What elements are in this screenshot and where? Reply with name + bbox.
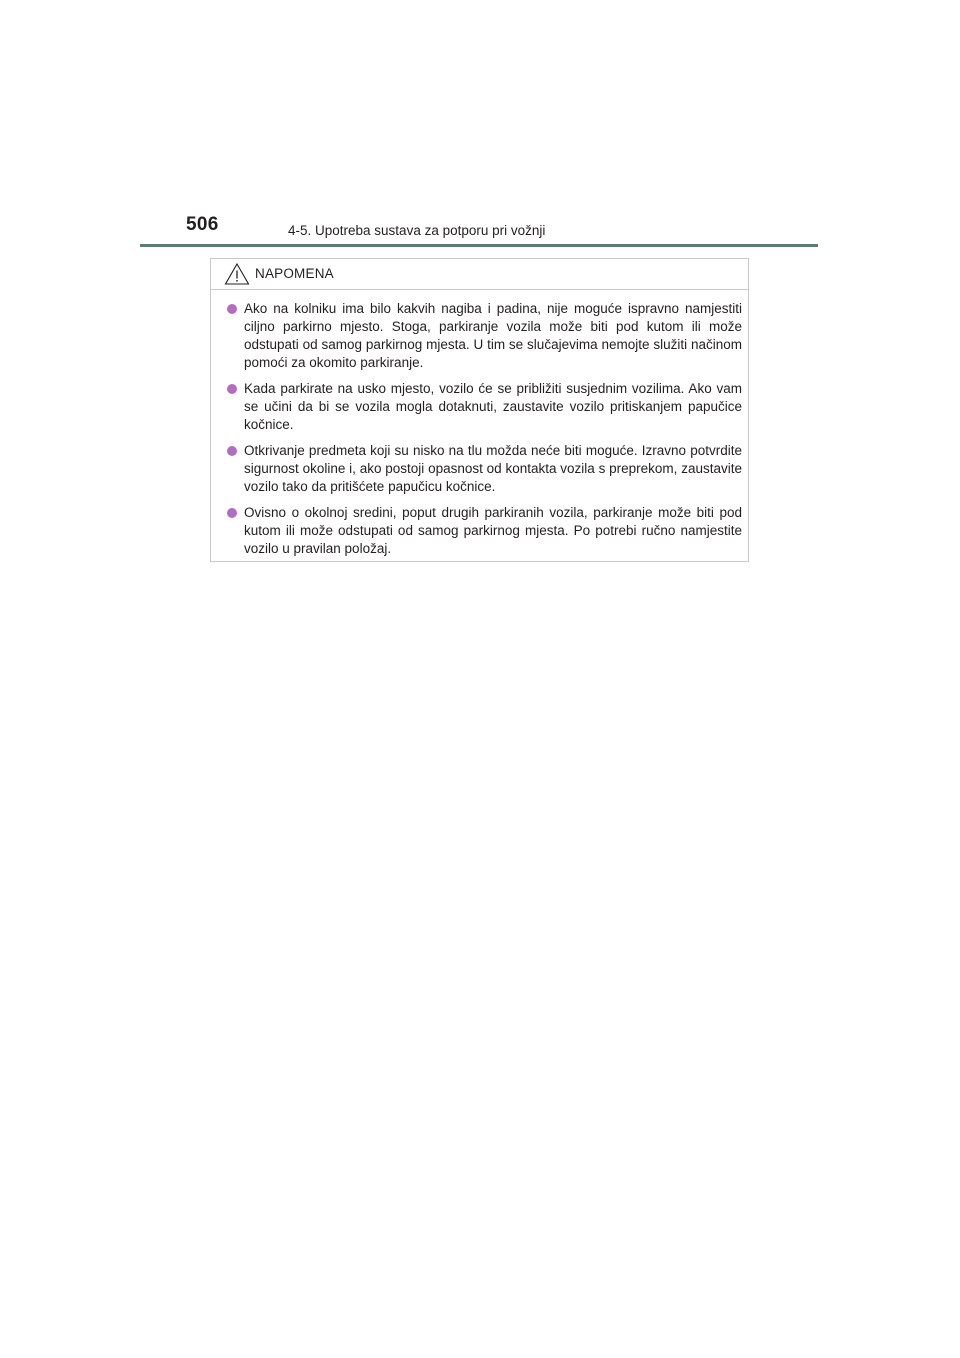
notice-text: Ako na kolniku ima bilo kakvih nagiba i padina, nije moguće ispravno namjestiti ciljno parkirno mjesto. Stoga, parkiranje vozila može biti pod kutom ili može odstupati od samog parkirnog mjesta. U tim se slučajevima nemojte služiti načinom pomoći za okomito parkiranje. [244,301,742,370]
notice-header [211,259,748,290]
notice-title: NAPOMENA [255,266,334,281]
notice-text: Ovisno o okolnoj sredini, poput drugih parkiranih vozila, parkiranje može biti pod kutom ili može odstupati od samog parkirnog mjesta. Po potrebi ručno namjestite vozilo u pravilan položaj. [244,505,742,556]
notice-text: Kada parkirate na usko mjesto, vozilo će se približiti susjednim vozilima. Ako vam se učini da bi se vozila mogla dotaknuti, zaustavite vozilo pritiskanjem papučice kočnice. [244,381,742,432]
notice-box [210,258,749,562]
page-header [186,214,826,244]
bullet-icon [227,304,237,314]
notice-list [227,300,742,566]
list-item [227,504,742,558]
list-item [227,442,742,496]
header-divider [140,244,818,247]
warning-triangle-icon [224,262,250,286]
bullet-icon [227,384,237,394]
list-item [227,300,742,372]
section-title: 4-5. Upotreba sustava za potporu pri vožnji [288,223,546,238]
bullet-icon [227,508,237,518]
list-item [227,380,742,434]
page-number: 506 [186,214,219,235]
bullet-icon [227,446,237,456]
notice-text: Otkrivanje predmeta koji su nisko na tlu možda neće biti moguće. Izravno potvrdite sigurnost okoline i, ako postoji opasnost od kontakta vozila s preprekom, zaustavite vozilo tako da pritišćete papučicu kočnice. [244,443,742,494]
